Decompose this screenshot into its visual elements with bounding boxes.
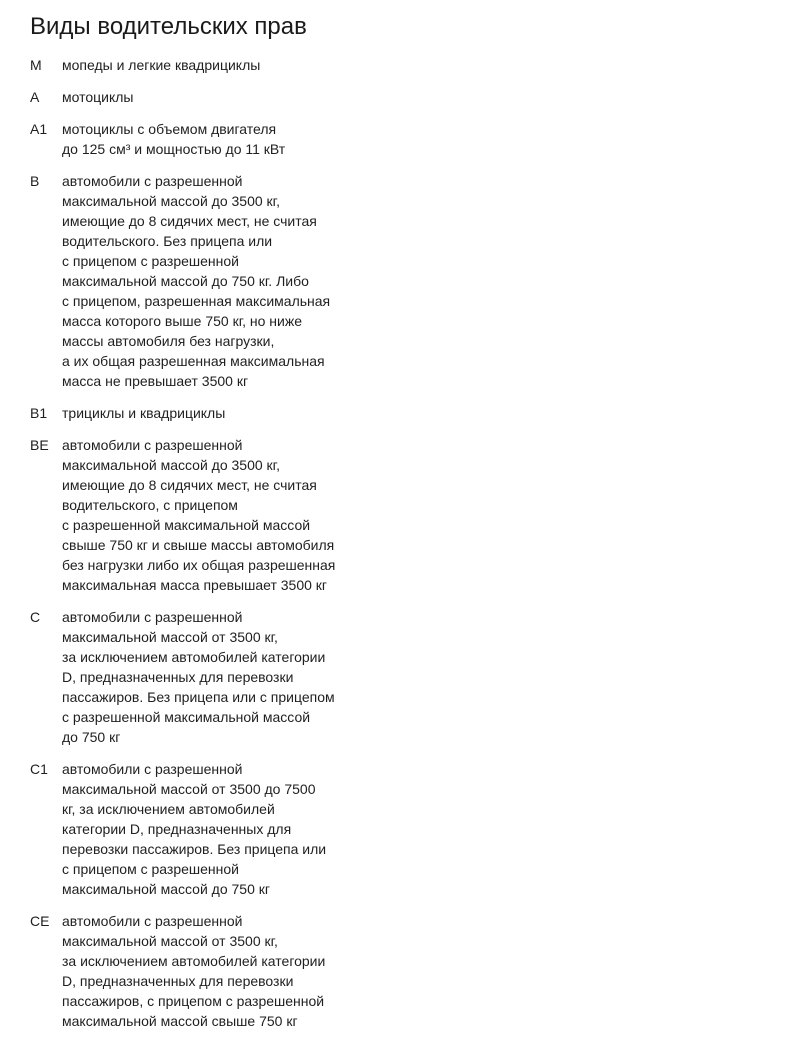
category-code: BE: [30, 437, 49, 453]
category-code: C1: [30, 761, 48, 777]
category-description: автомобили с разрешенной максимальной массой от 3500 до 7500 кг, за исключением автомобилей категории D, предназначенных для перевозки пассажиров. Без прицепа или с прицепом с разрешенной максимальной массой до 750 кг: [62, 761, 327, 897]
license-category-a1: [30, 119, 770, 159]
category-description: автомобили с разрешенной максимальной массой до 3500 кг, имеющие до 8 сидячих мест, не считая водительского, с прицепом с разрешенной максимальной массой свыше 750 кг и свыше массы автомобиля без нагрузки либо их общая разрешенная максимальная масса превышает 3500 кг: [62, 437, 336, 593]
license-category-c: [30, 607, 770, 747]
license-category-ce: [30, 911, 770, 1031]
category-code: CE: [30, 913, 50, 929]
category-description: мотоциклы: [62, 89, 134, 105]
page-title: Виды водительских прав: [30, 13, 307, 40]
category-description: трициклы и квадрициклы: [62, 405, 226, 421]
license-category-m: [30, 55, 770, 75]
category-description: автомобили с разрешенной максимальной массой до 3500 кг, имеющие до 8 сидячих мест, не считая водительского. Без прицепа или с прицепом с разрешенной максимальной массой до 750 кг. Либо с прицепом, разрешенная максимальная масса которого выше 750 кг, но ниже массы автомобиля без нагрузки, а их общая разрешенная максимальная масса не превышает 3500 кг: [62, 173, 331, 389]
category-description: автомобили с разрешенной максимальной массой от 3500 кг, за исключением автомобилей категории D, предназначенных для перевозки пассажиров. Без прицепа или с прицепом с разрешенной максимальной массой до 750 кг: [62, 609, 335, 745]
category-code: A1: [30, 121, 48, 137]
category-code: B: [30, 173, 40, 189]
category-code: A: [30, 89, 40, 105]
license-category-b: [30, 171, 770, 391]
category-code: M: [30, 57, 42, 73]
license-category-list: [30, 55, 770, 1031]
license-category-be: [30, 435, 770, 595]
category-description: мотоциклы с объемом двигателя до 125 см³ и мощностью до 11 кВт: [62, 121, 286, 157]
license-category-a: [30, 87, 770, 107]
category-description: автомобили с разрешенной максимальной массой от 3500 кг, за исключением автомобилей категории D, предназначенных для перевозки пассажиров, с прицепом с разрешенной максимальной массой свыше 750 кг: [62, 913, 326, 1029]
category-code: B1: [30, 405, 48, 421]
license-types-page: [30, 12, 770, 1043]
license-category-c1: [30, 759, 770, 899]
category-description: мопеды и легкие квадрициклы: [62, 57, 261, 73]
category-code: C: [30, 609, 41, 625]
license-category-b1: [30, 403, 770, 423]
